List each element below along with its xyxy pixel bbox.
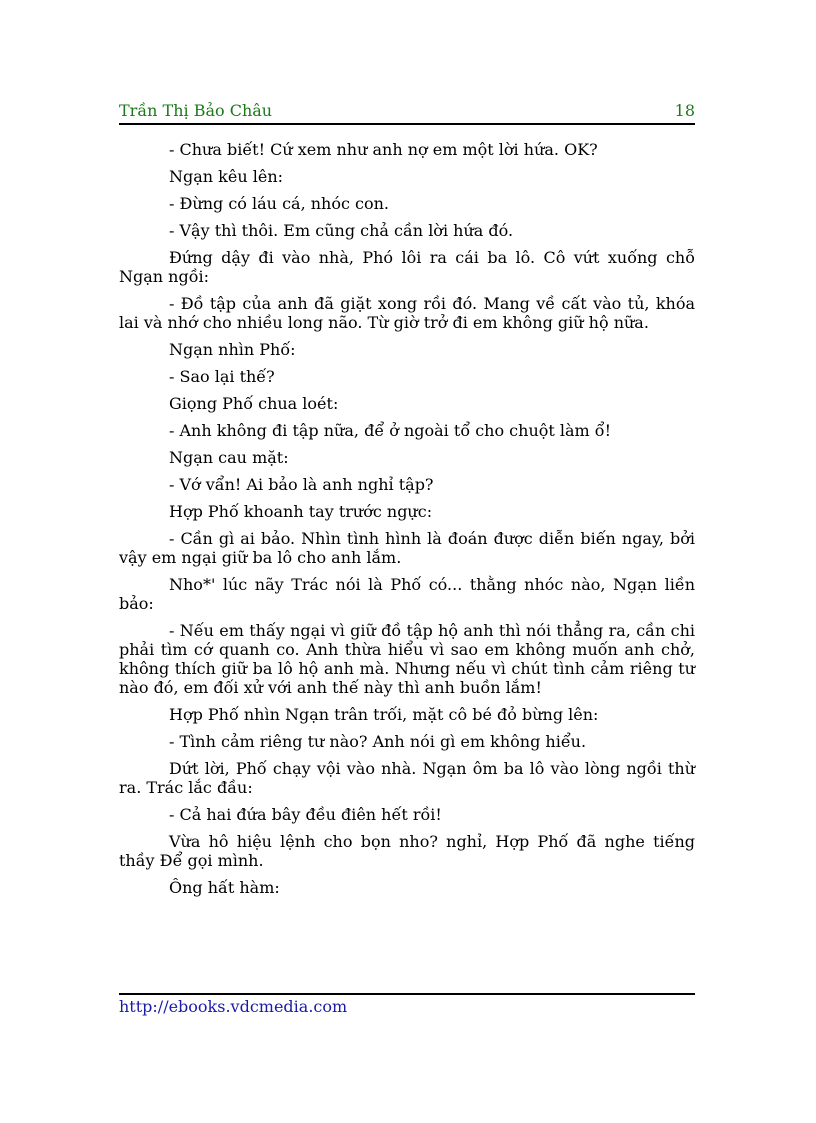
- paragraph: Vừa hô hiệu lệnh cho bọn nho? nghỉ, Hợp Phố đã nghe tiếng thầy Để gọi mình.: [119, 832, 695, 870]
- paragraph: - Nếu em thấy ngại vì giữ đồ tập hộ anh thì nói thẳng ra, cần chi phải tìm cớ quanh co. Anh thừa hiểu vì sao em không muốn anh chở, không thích giữ ba lô hộ anh mà. Nhưng nếu vì chút tình cảm riêng tư nào đó, em đối xử với anh thế này thì anh buồn lắm!: [119, 621, 695, 697]
- page-header: [119, 101, 695, 123]
- paragraph: Giọng Phố chua loét:: [169, 394, 339, 413]
- paragraph: Ngạn nhìn Phố:: [169, 340, 296, 359]
- paragraph: - Chưa biết! Cứ xem như anh nợ em một lời hứa. OK?: [169, 140, 598, 159]
- paragraph: - Đồ tập của anh đã giặt xong rồi đó. Mang về cất vào tủ, khóa lai và nhớ cho nhiều long não. Từ giờ trở đi em không giữ hộ nữa.: [119, 294, 695, 332]
- paragraph: Hợp Phố khoanh tay trước ngực:: [169, 502, 433, 521]
- page-number: 18: [674, 101, 695, 120]
- paragraph: - Tình cảm riêng tư nào? Anh nói gì em không hiểu.: [169, 732, 587, 751]
- paragraph: - Vậy thì thôi. Em cũng chả cần lời hứa đó.: [169, 221, 514, 240]
- header-rule: [119, 123, 695, 125]
- paragraph: Đứng dậy đi vào nhà, Phó lôi ra cái ba lô. Cô vứt xuống chỗ Ngạn ngồi:: [119, 248, 695, 286]
- paragraph: - Cần gì ai bảo. Nhìn tình hình là đoán được diễn biến ngay, bởi vậy em ngại giữ ba lô cho anh lắm.: [119, 529, 695, 567]
- paragraph: Ngạn kêu lên:: [169, 167, 284, 186]
- paragraph: Ông hất hàm:: [169, 878, 280, 897]
- body-text: [119, 140, 695, 905]
- paragraph: - Anh không đi tập nữa, để ở ngoài tổ cho chuột làm ổ!: [169, 421, 612, 440]
- paragraph: Dứt lời, Phố chạy vội vào nhà. Ngạn ôm ba lô vào lòng ngồi thừ ra. Trác lắc đầu:: [119, 759, 695, 797]
- footer-link[interactable]: http://ebooks.vdcmedia.com: [119, 997, 348, 1016]
- paragraph: - Vớ vẩn! Ai bảo là anh nghỉ tập?: [169, 475, 434, 494]
- paragraph: - Sao lại thế?: [169, 367, 275, 386]
- paragraph: - Cả hai đứa bây đều điên hết rồi!: [169, 805, 442, 824]
- paragraph: Hợp Phố nhìn Ngạn trân trối, mặt cô bé đỏ bừng lên:: [169, 705, 599, 724]
- author-name: Trần Thị Bảo Châu: [119, 101, 273, 120]
- paragraph: - Đừng có láu cá, nhóc con.: [169, 194, 390, 213]
- footer-rule: [119, 993, 695, 995]
- paragraph: Nho*' lúc nãy Trác nói là Phố có... thằng nhóc nào, Ngạn liền bảo:: [119, 575, 695, 613]
- paragraph: Ngạn cau mặt:: [169, 448, 289, 467]
